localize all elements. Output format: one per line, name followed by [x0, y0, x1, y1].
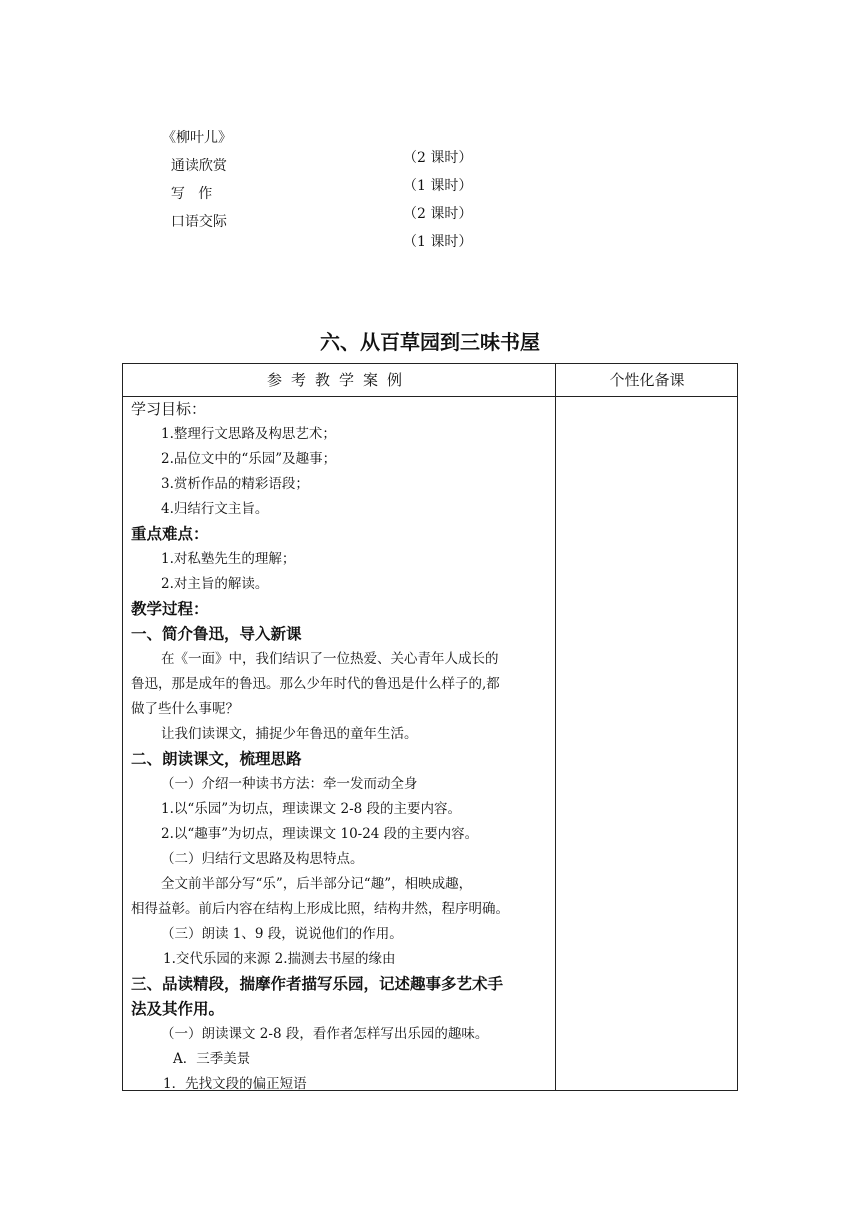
goal-item: 2.品位文中的“乐园”及趣事； [161, 451, 337, 467]
paragraph-line: 做了些什么事呢？ [131, 701, 239, 717]
subsection-line: （三）朗读 1、9 段，说说他们的作用。 [161, 926, 403, 942]
process-heading: 教学过程： [131, 600, 209, 618]
section-heading: 二、朗读课文，梳理思路 [131, 750, 302, 768]
key-point-item: 2.对主旨的解读。 [161, 576, 269, 592]
goal-item: 3.赏析作品的精彩语段； [161, 476, 309, 492]
header-divider [123, 396, 737, 397]
goal-item: 1.整理行文思路及构思艺术； [161, 426, 336, 442]
subsection-line: （一）介绍一种读书方法：牵一发而动全身 [161, 776, 418, 792]
column-divider [555, 364, 556, 1090]
section-heading: 法及其作用。 [131, 1000, 225, 1018]
list-item: 1.以“乐园”为切点，理读课文 2-8 段的主要内容。 [161, 801, 462, 817]
section-heading: 一、简介鲁迅，导入新课 [131, 625, 302, 643]
schedule-item-hours: （2 课时） [403, 206, 473, 222]
header-personalized-prep: 个性化备课 [609, 371, 685, 389]
lesson-plan-table [122, 363, 738, 1091]
schedule-item-name: 通读欣赏 [162, 158, 227, 174]
schedule-item-name: 口语交际 [162, 214, 227, 230]
goal-item: 4.归结行文主旨。 [161, 501, 269, 517]
subsection-line: （二）归结行文思路及构思特点。 [161, 851, 364, 867]
paragraph-line: 鲁迅，那是成年的鲁迅。那么少年时代的鲁迅是什么样子的,都 [131, 676, 500, 692]
paragraph-line: 在《一面》中，我们结识了一位热爱、关心青年人成长的 [161, 651, 499, 667]
section-heading: 三、品读精段，揣摩作者描写乐园，记述趣事多艺术手 [131, 975, 504, 993]
paragraph-line: 相得益彰。前后内容在结构上形成比照，结构井然，程序明确。 [131, 901, 509, 917]
schedule-item-name: 《柳叶儿》 [162, 130, 232, 146]
list-item: A．三季美景 [173, 1051, 251, 1067]
key-points-heading: 重点难点： [131, 525, 209, 543]
list-item: 1.交代乐园的来源 2.揣测去书屋的缘由 [163, 951, 396, 967]
goals-heading: 学习目标： [131, 400, 207, 418]
schedule-item-name: 写 作 [162, 186, 213, 202]
lesson-title: 六、从百草园到三味书屋 [320, 330, 540, 354]
paragraph-line: 全文前半部分写“乐”，后半部分记“趣”，相映成趣， [161, 876, 473, 892]
header-reference-cases: 参考教学案例 [266, 371, 411, 389]
schedule-item-hours: （1 课时） [403, 234, 473, 250]
subsection-line: （一）朗读课文 2-8 段，看作者怎样写出乐园的趣味。 [161, 1026, 489, 1042]
list-item: 2.以“趣事”为切点，理读课文 10-24 段的主要内容。 [161, 826, 479, 842]
schedule-item-hours: （1 课时） [403, 178, 473, 194]
list-item: 1．先找文段的偏正短语 [163, 1076, 307, 1092]
paragraph-line: 让我们读课文，捕捉少年鲁迅的童年生活。 [161, 726, 418, 742]
schedule-item-hours: （2 课时） [403, 150, 473, 166]
key-point-item: 1.对私塾先生的理解； [161, 551, 296, 567]
